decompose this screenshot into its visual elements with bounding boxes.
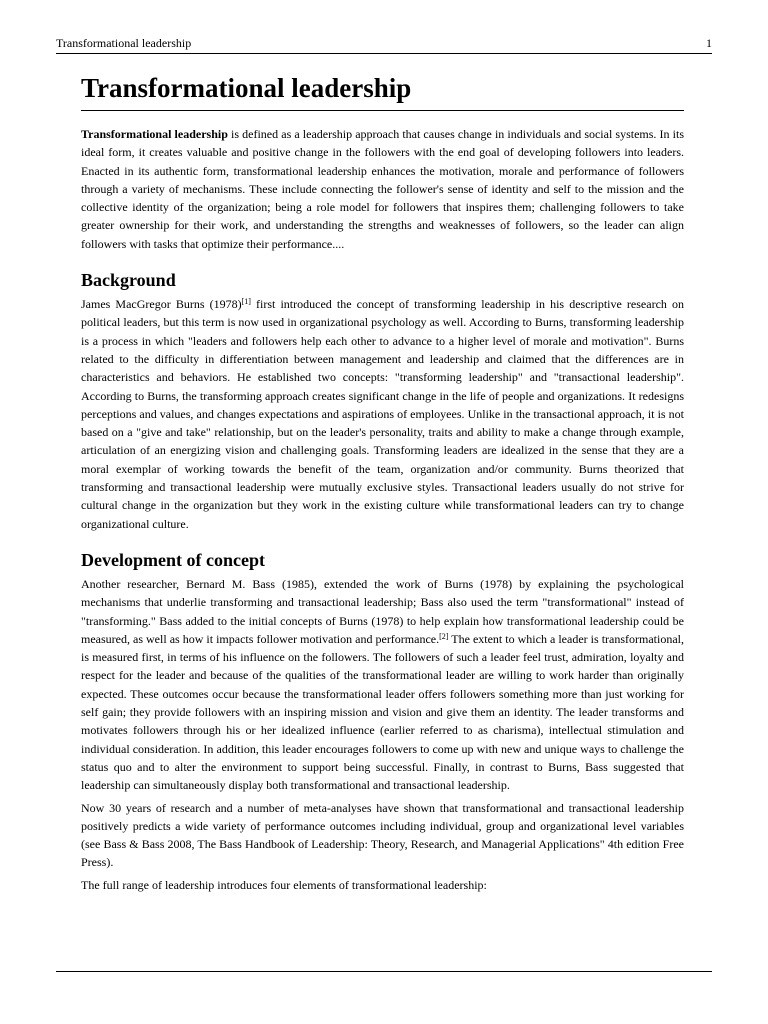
reference-link-1[interactable]: [1] [241,297,251,307]
background-paragraph [81,295,684,533]
page-number: 1 [706,36,712,50]
article-title: Transformational leadership [81,70,684,111]
development-text-start: Another researcher, Bernard M. Bass (1985), extended the work of Burns (1978) by explaining the psychological mechanisms that underlie transforming and transactional leadership; Bass also used the term "transformational" instead of "transforming." Bass added to the initial concepts of Burns (1978) to help explain how transformational leadership could be measured, as well as how it impacts follower motivation and performance. [81,576,684,646]
development-paragraph-3: The full range of leadership introduces four elements of transformational leadership: [81,877,487,892]
development-paragraph-1 [81,575,684,795]
reference-link-2[interactable]: [2] [439,631,449,641]
development-text-rest: The extent to which a leader is transformational, is measured first, in terms of his influence on the followers. The followers of such a leader feel trust, admiration, loyalty and respect for the leader and because of the qualities of the transformational leader are willing to work harder than originally expected. These outcomes occur because the transformational leader offers followers something more than just working for self gain; they provide followers with an inspiring mission and vision and give them an identity. The leader transforms and motivates followers through his or her idealized influence (earlier referred to as charisma), intellectual stimulation and individual consideration. In addition, this leader encourages followers to come up with new and unique ways to challenge the status quo and to alter the environment to support being successful. Finally, in contrast to Burns, Bass suggested that leadership can simultaneously display both transformational and transactional leadership. [81,631,684,793]
footer-rule [56,971,712,972]
intro-paragraph [81,125,684,253]
development-heading: Development of concept [81,549,265,570]
intro-text: is defined as a leadership approach that causes change in individuals and social systems. In its ideal form, it creates valuable and positive change in the followers with the end goal of developing followers into leaders. Enacted in its authentic form, transformational leadership enhances the motivation, morale and performance of followers through a variety of mechanisms. These include connecting the follower's sense of identity and self to the mission and the collective identity of the organization; being a role model for followers that inspires them; challenging followers to take greater ownership for their work, and understanding the strengths and weaknesses of followers, so the leader can align followers with tasks that optimize their performance.... [81,127,684,251]
background-heading: Background [81,270,176,291]
article-content [81,70,684,894]
background-text-rest: first introduced the concept of transforming leadership in his descriptive research on political leaders, but this term is now used in organizational psychology as well. According to Burns, transforming leadership is a process in which "leaders and followers help each other to advance to a higher level of morale and motivation". Burns related to the difficulty in differentiation between management and leadership and claimed that the differences are in characteristics and behaviors. He established two concepts: "transforming leadership" and "transactional leadership". According to Burns, the transforming approach creates significant change in the life of people and organizations. It redesigns perceptions and values, and changes expectations and aspirations of employees. Unlike in the transactional approach, it is not based on a "give and take" relationship, but on the leader's personality, traits and ability to make a change through example, articulation of an energizing vision and challenging goals. Transforming leaders are idealized in the sense that they are a moral exemplar of working towards the benefit of the team, organization and/or community. Burns theorized that transforming and transactional leadership were mutually exclusive styles. Transactional leaders usually do not strive for cultural change in the organization but they work in the existing culture while transformational leaders can try to change organizational culture. [81,297,685,531]
development-paragraph-2: Now 30 years of research and a number of meta-analyses have shown that transformational and transactional leadership positively predicts a wide variety of performance outcomes including individual, group and organizational level variables (see Bass & Bass 2008, The Bass Handbook of Leadership: Theory, Research, and Managerial Applications" 4th edition Free Press). [81,800,684,870]
running-header-title: Transformational leadership [56,36,192,50]
running-header [56,35,712,54]
background-text-start: James MacGregor Burns (1978) [81,297,242,312]
intro-bold-term: Transformational leadership [81,127,228,141]
